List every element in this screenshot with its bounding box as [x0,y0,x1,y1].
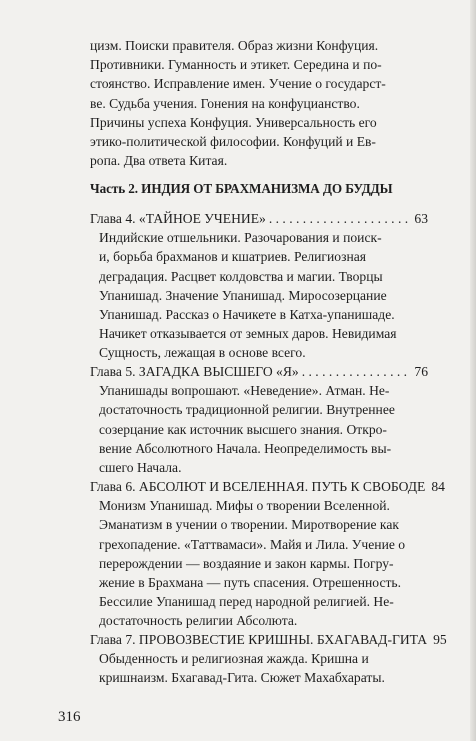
chapter-page-number: 63 [414,211,428,226]
description-line: созерцание как источник высшего знания. Откро- [99,421,387,437]
part-heading: Часть 2. ИНДИЯ ОТ БРАХМАНИЗМА ДО БУДДЫ [90,181,393,196]
chapter-entry [90,362,428,477]
chapter-page-number: 95 [433,632,447,647]
intro-line: цизм. Поиски правителя. Образ жизни Конфуция. [90,38,379,53]
intro-line: ве. Судьба учения. Гонения на конфуцианство. [90,95,360,111]
description-line: достаточность традиционной религии. Внутреннее [99,402,395,418]
description-line: Бессилие Упанишад перед народной религией. Не- [99,594,394,610]
description-line: деградация. Расцвет колдовства и магии. Творцы [99,268,383,284]
page-edge-shadow [470,0,476,741]
description-line: кришнаизм. Бхагавад-Гита. Сюжет Махабхараты. [99,670,385,686]
description-line: вение Абсолютного Начала. Неопределимость вы- [99,440,392,456]
chapter-description [90,228,428,362]
chapter-entry [90,477,445,631]
chapter-title: Глава 5. ЗАГАДКА ВЫСШЕГО «Я» [90,364,299,379]
chapter-description [90,496,428,630]
description-line: сшего Начала. [99,460,182,476]
intro-line: ропа. Два ответа Китая. [90,153,228,169]
description-line: и, борьба брахманов и кшатриев. Религиозная [99,249,367,265]
chapter-title: Глава 4. «ТАЙНОЕ УЧЕНИЕ» [90,211,266,226]
intro-line: Противники. Гуманность и этикет. Середина и по- [90,57,382,73]
chapter-entry [90,630,447,688]
description-line: грехопадение. «Таттвамаси». Майя и Лила. Учение о [99,536,406,552]
chapter-heading [90,209,428,228]
description-line: Упанишады вопрошают. «Неведение». Атман. Не- [99,383,390,399]
description-line: Сущность, лежащая в основе всего. [99,345,306,361]
intro-line: стоянство. Исправление имен. Учение о государст- [90,76,386,92]
chapter-heading [90,362,428,381]
intro-paragraph [90,36,430,170]
page-number: 316 [58,709,81,725]
chapter-heading [90,477,445,496]
description-line: Упанишад. Значение Упанишад. Миросозерцание [99,287,387,303]
description-line: Начикет отказывается от земных даров. Невидимая [99,326,397,342]
description-line: Упанишад. Рассказ о Начикете в Катха-упанишаде. [99,307,395,323]
description-line: Монизм Упанишад. Мифы о творении Вселенной. [99,498,390,514]
description-line: Эманатизм в учении о творении. Миротворение как [99,517,399,533]
description-line: перерождении — воздаяние и закон кармы. Погру- [99,555,394,571]
description-line: Индийские отшельники. Разочарования и поиск- [99,230,382,246]
chapter-description [90,649,428,687]
chapter-page-number: 76 [414,364,428,379]
chapter-title: Глава 7. ПРОВОЗВЕСТИЕ КРИШНЫ. БХАГАВАД-ГИТА [90,632,428,647]
description-line: достаточность религии Абсолюта. [99,613,298,629]
chapter-heading [90,630,447,649]
chapter-page-number: 84 [431,479,445,494]
leader-dots [269,209,412,228]
chapter-title: Глава 6. АБСОЛЮТ И ВСЕЛЕННАЯ. ПУТЬ К СВОБОДЕ [90,479,426,494]
intro-line: Причины успеха Конфуция. Универсальность его [90,114,377,130]
chapter-entry [90,209,428,363]
chapter-description [90,381,428,477]
description-line: жение в Брахмана — путь спасения. Отрешенность. [99,575,402,591]
intro-line: этико-политической философии. Конфуций и Ев- [90,134,376,150]
description-line: Обыденность и религиозная жажда. Кришна и [99,651,369,667]
leader-dots [302,362,412,381]
